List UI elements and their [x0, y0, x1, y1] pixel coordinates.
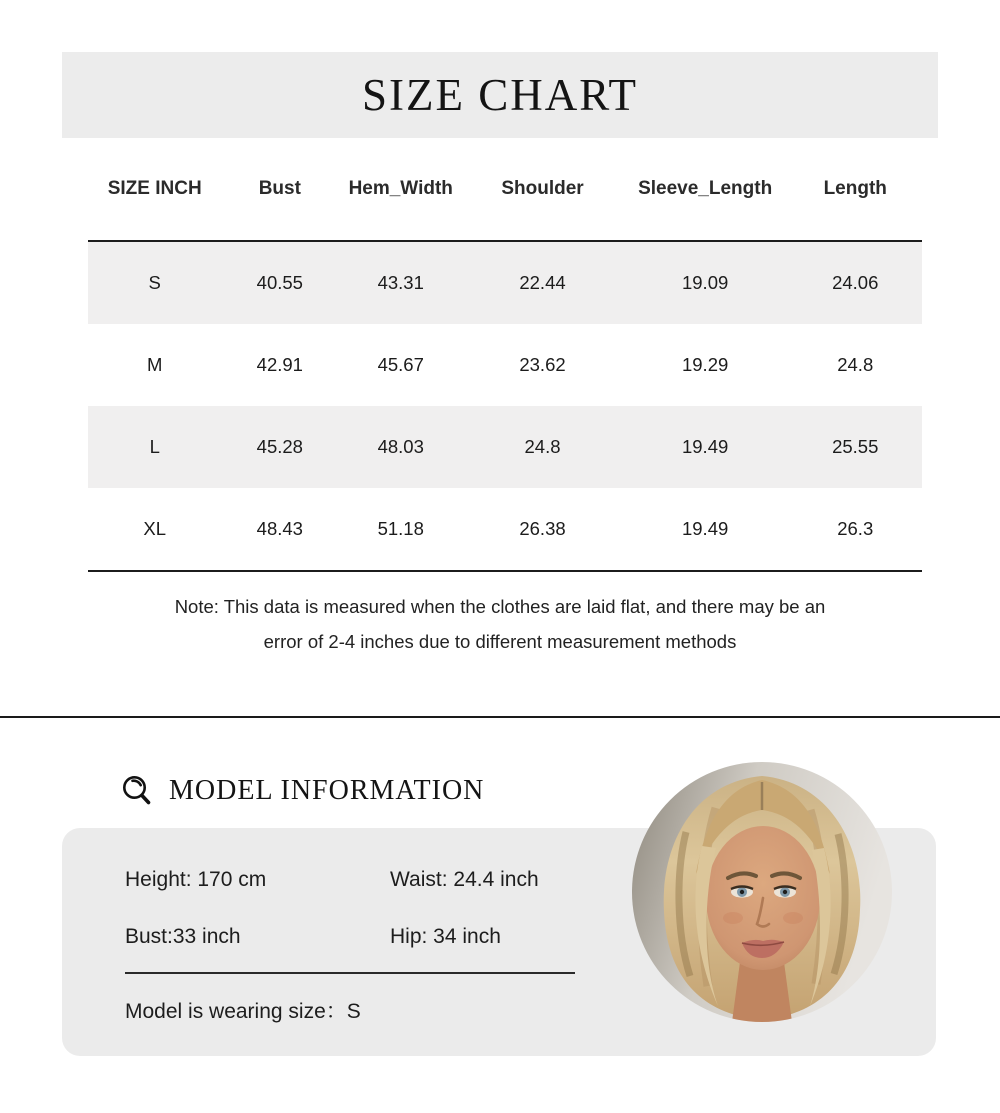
model-information-heading: [120, 774, 484, 808]
model-height: Height: 170 cm: [125, 868, 267, 891]
model-wearing-size: Model is wearing size：S: [125, 1000, 361, 1023]
model-waist: Waist: 24.4 inch: [390, 868, 539, 891]
shoulder-cell: 24.8: [524, 436, 561, 457]
bust-cell: 45.28: [256, 436, 303, 457]
table-row-m: [88, 324, 922, 406]
section-divider: [0, 716, 1000, 718]
model-information-title: MODEL INFORMATION: [169, 775, 485, 806]
sleeve-length-cell: 19.49: [681, 436, 729, 457]
sleeve-length-cell: 19.29: [681, 354, 729, 375]
bust-cell: 48.43: [256, 518, 303, 539]
note-line-2: error of 2-4 inches due to different measurement methods: [263, 631, 737, 652]
shoulder-cell: 22.44: [519, 272, 566, 293]
measurement-note: [0, 589, 1000, 659]
table-row-s: [88, 242, 922, 324]
hem-width-cell: 51.18: [377, 518, 424, 539]
column-header-shoulder: Shoulder: [501, 178, 584, 199]
page-title: SIZE CHART: [361, 70, 639, 120]
table-body: [88, 240, 922, 572]
column-header-sleeve-length: Sleeve_Length: [638, 178, 773, 199]
magnifier-icon: [120, 774, 153, 808]
hem-width-cell: 43.31: [377, 272, 424, 293]
size-table: [88, 138, 922, 572]
column-header-length: Length: [823, 178, 887, 199]
model-hip: Hip: 34 inch: [390, 925, 501, 948]
table-row-xl: [88, 488, 922, 570]
size-cell: M: [147, 354, 163, 375]
column-header-hem-width: Hem_Width: [348, 178, 453, 199]
hem-width-cell: 48.03: [377, 436, 424, 457]
bust-cell: 40.55: [256, 272, 303, 293]
sleeve-length-cell: 19.09: [681, 272, 729, 293]
length-cell: 26.3: [837, 518, 874, 539]
size-cell: XL: [143, 518, 167, 539]
note-line-1: Note: This data is measured when the clothes are laid flat, and there may be an: [174, 596, 826, 617]
size-cell: L: [149, 436, 160, 457]
shoulder-cell: 23.62: [519, 354, 566, 375]
length-cell: 24.8: [837, 354, 874, 375]
column-header-bust: Bust: [258, 178, 301, 199]
model-bust: Bust:33 inch: [125, 925, 241, 948]
bust-cell: 42.91: [256, 354, 303, 375]
size-chart-banner: [62, 52, 938, 138]
hem-width-cell: 45.67: [377, 354, 424, 375]
length-cell: 25.55: [832, 436, 879, 457]
table-header-row: [88, 138, 922, 240]
shoulder-cell: 26.38: [519, 518, 566, 539]
model-photo: [632, 762, 892, 1022]
size-cell: S: [148, 272, 161, 293]
table-row-l: [88, 406, 922, 488]
sleeve-length-cell: 19.49: [681, 518, 729, 539]
column-header-size: SIZE INCH: [107, 178, 202, 199]
model-info-divider: [125, 972, 575, 974]
length-cell: 24.06: [832, 272, 879, 293]
